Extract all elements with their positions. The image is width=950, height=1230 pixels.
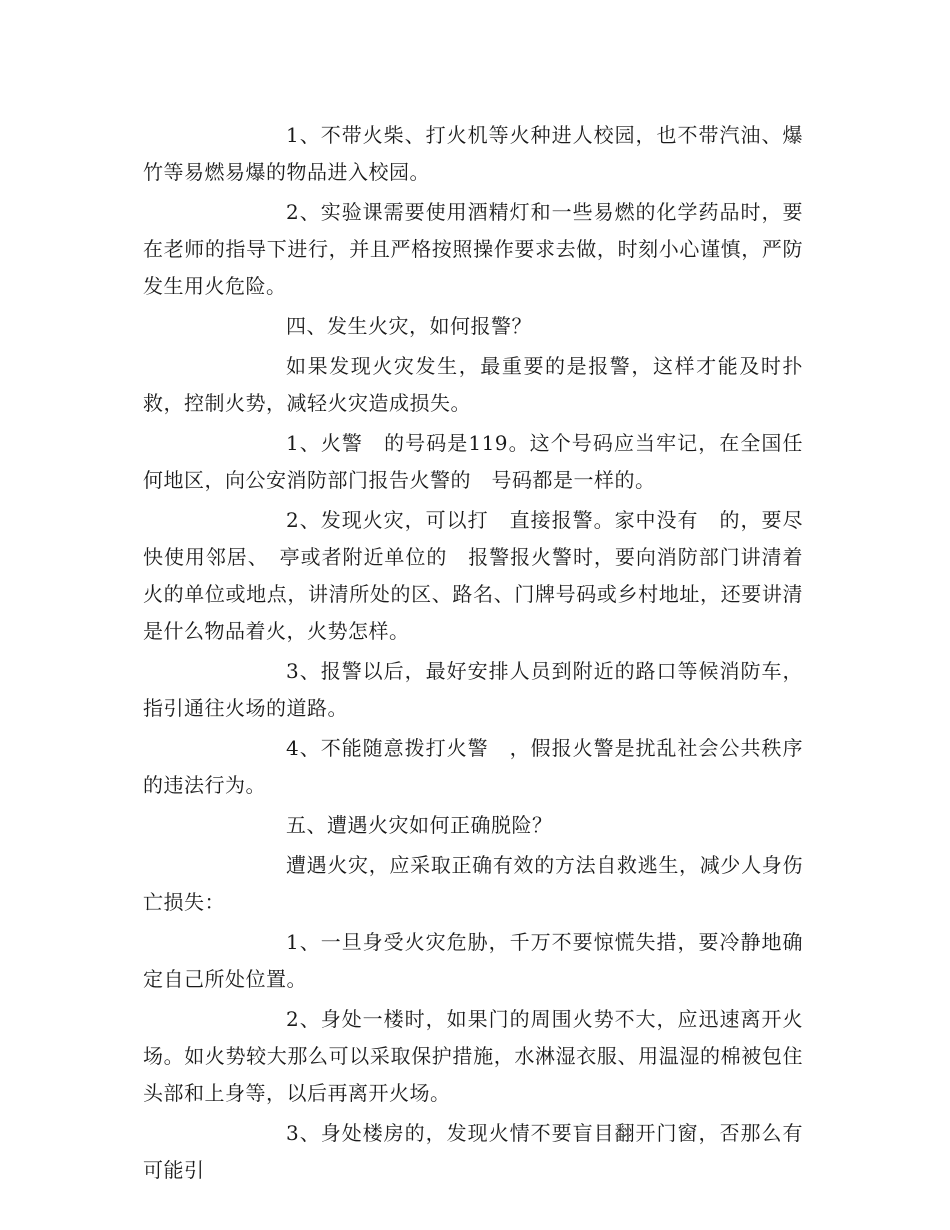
- paragraph-escape-3: 3、身处楼房的，发现火情不要盲目翻开门窗，否那么有可能引: [143, 1121, 803, 1182]
- paragraph-alarm-4: 4、不能随意拨打火警 ，假报火警是扰乱社会公共秩序的违法行为。: [143, 736, 803, 797]
- section-heading-5: 五、遭遇火灾如何正确脱险？: [286, 813, 553, 837]
- paragraph-rule-2: 2、实验课需要使用酒精灯和一些易燃的化学药品时，要在老师的指导下进行，并且严格按照操作要求去做，时刻小心谨慎，严防发生用火危险。: [143, 200, 803, 298]
- document-body: [143, 117, 803, 1192]
- section-heading-4: 四、发生火灾，如何报警？: [286, 314, 532, 338]
- paragraph-intro-escape: 遭遇火灾，应采取正确有效的方法自救逃生，减少人身伤亡损失：: [143, 853, 803, 914]
- paragraph-alarm-1: 1、火警 的号码是119。这个号码应当牢记，在全国任何地区，向公安消防部门报告火警的 号码都是一样的。: [143, 431, 803, 492]
- paragraph-escape-2: 2、身处一楼时，如果门的周围火势不大，应迅速离开火场。如火势较大那么可以采取保护措施，水淋湿衣服、用温湿的棉被包住头部和上身等，以后再离开火场。: [143, 1007, 803, 1105]
- paragraph-alarm-3: 3、报警以后，最好安排人员到附近的路口等候消防车，指引通往火场的道路。: [143, 659, 803, 720]
- paragraph-alarm-2: 2、发现火灾，可以打 直接报警。家中没有 的，要尽快使用邻居、 亭或者附近单位的 报警报火警时，要向消防部门讲清着火的单位或地点，讲清所处的区、路名、门牌号码或乡村地址，还要讲清是什么物品着火，火势怎样。: [143, 508, 803, 643]
- paragraph-escape-1: 1、一旦身受火灾危胁，千万不要惊慌失措，要冷静地确定自己所处位置。: [143, 930, 803, 991]
- paragraph-intro-alarm: 如果发现火灾发生，最重要的是报警，这样才能及时扑救，控制火势，减轻火灾造成损失。: [143, 354, 803, 415]
- paragraph-rule-1: 1、不带火柴、打火机等火种进人校园，也不带汽油、爆竹等易燃易爆的物品进入校园。: [143, 123, 803, 184]
